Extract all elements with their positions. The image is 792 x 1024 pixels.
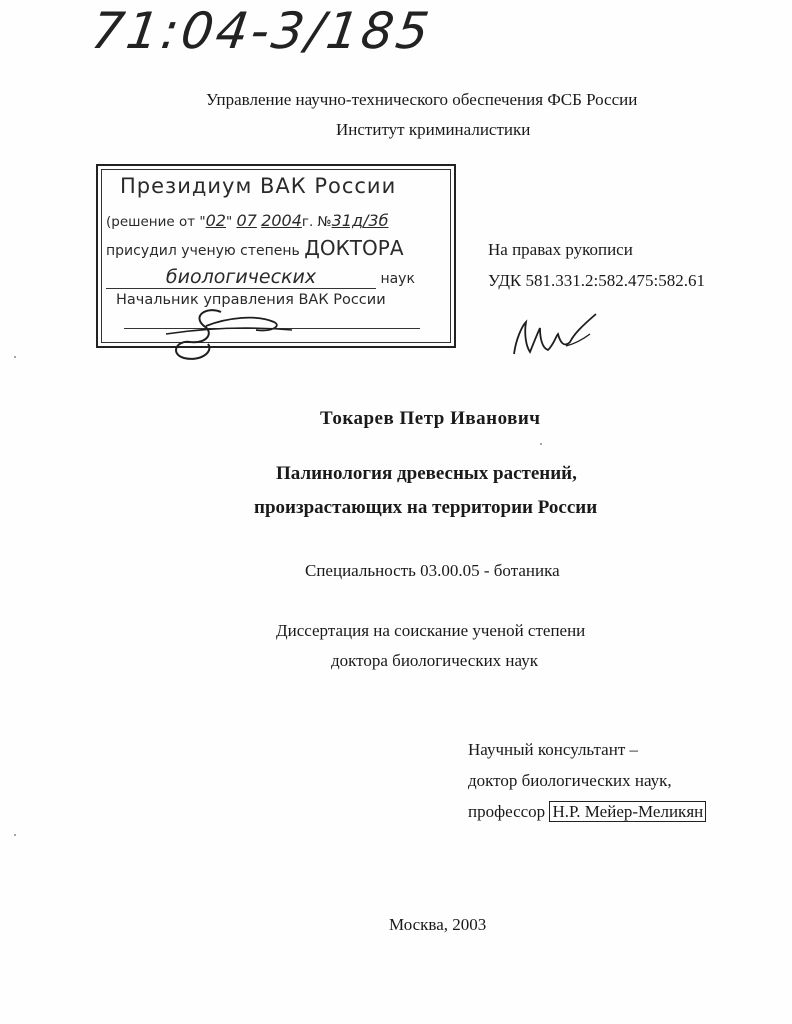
stamp-decision-month: 07 — [236, 211, 257, 230]
institute-name: Институт криминалистики — [336, 120, 531, 139]
stamp-awarded-prefix: присудил ученую степень — [106, 243, 305, 259]
stamp-signature-icon — [96, 300, 296, 370]
place-and-year: Москва, 2003 — [389, 915, 487, 934]
consultant-rank: профессор — [468, 802, 550, 821]
manuscript-rights: На правах рукописи — [488, 240, 633, 259]
stamp-awarded — [106, 236, 404, 260]
dissertation-line2: доктора биологических наук — [331, 651, 538, 670]
consultant-name: Н.Р. Мейер-Меликян — [549, 801, 706, 822]
stamp-decision — [106, 211, 388, 230]
consultant-title — [468, 802, 706, 822]
organization-name: Управление научно-технического обеспечения ФСБ России — [206, 90, 638, 109]
stamp-awarded-degree: ДОКТОРА — [304, 236, 404, 260]
stamp-decision-day: 02 — [205, 211, 226, 230]
thesis-title-line2: произрастающих на территории России — [254, 497, 598, 518]
stamp-decision-num-prefix: г. № — [301, 214, 332, 230]
consultant-degree: доктор биологических наук, — [468, 771, 672, 790]
stamp-science — [106, 266, 446, 289]
scan-speck — [540, 443, 542, 445]
stamp-science-suffix: наук — [380, 271, 415, 287]
stamp-decision-year: 2004 — [261, 211, 302, 230]
author-signature-icon — [504, 304, 604, 364]
stamp-science-handwritten: биологических — [106, 266, 376, 289]
author-name: Токарев Петр Иванович — [320, 408, 541, 429]
handwritten-archive-code: 71:04-3/185 — [87, 2, 436, 60]
stamp-decision-prefix: (решение от " — [106, 214, 206, 230]
scan-speck — [14, 356, 16, 358]
stamp-title: Президиум ВАК России — [120, 174, 397, 198]
dissertation-line1: Диссертация на соискание ученой степени — [276, 621, 586, 640]
scan-speck — [14, 834, 16, 836]
specialty: Специальность 03.00.05 - ботаника — [305, 561, 560, 580]
udc-code: УДК 581.331.2:582.475:582.61 — [488, 271, 705, 290]
stamp-decision-number: 31д/3б — [331, 211, 389, 230]
stamp-decision-mid: " — [225, 214, 233, 230]
consultant-label: Научный консультант – — [468, 740, 638, 759]
stamp-head-title: Начальник управления ВАК России — [116, 292, 386, 308]
thesis-title-line1: Палинология древесных растений, — [276, 463, 577, 484]
